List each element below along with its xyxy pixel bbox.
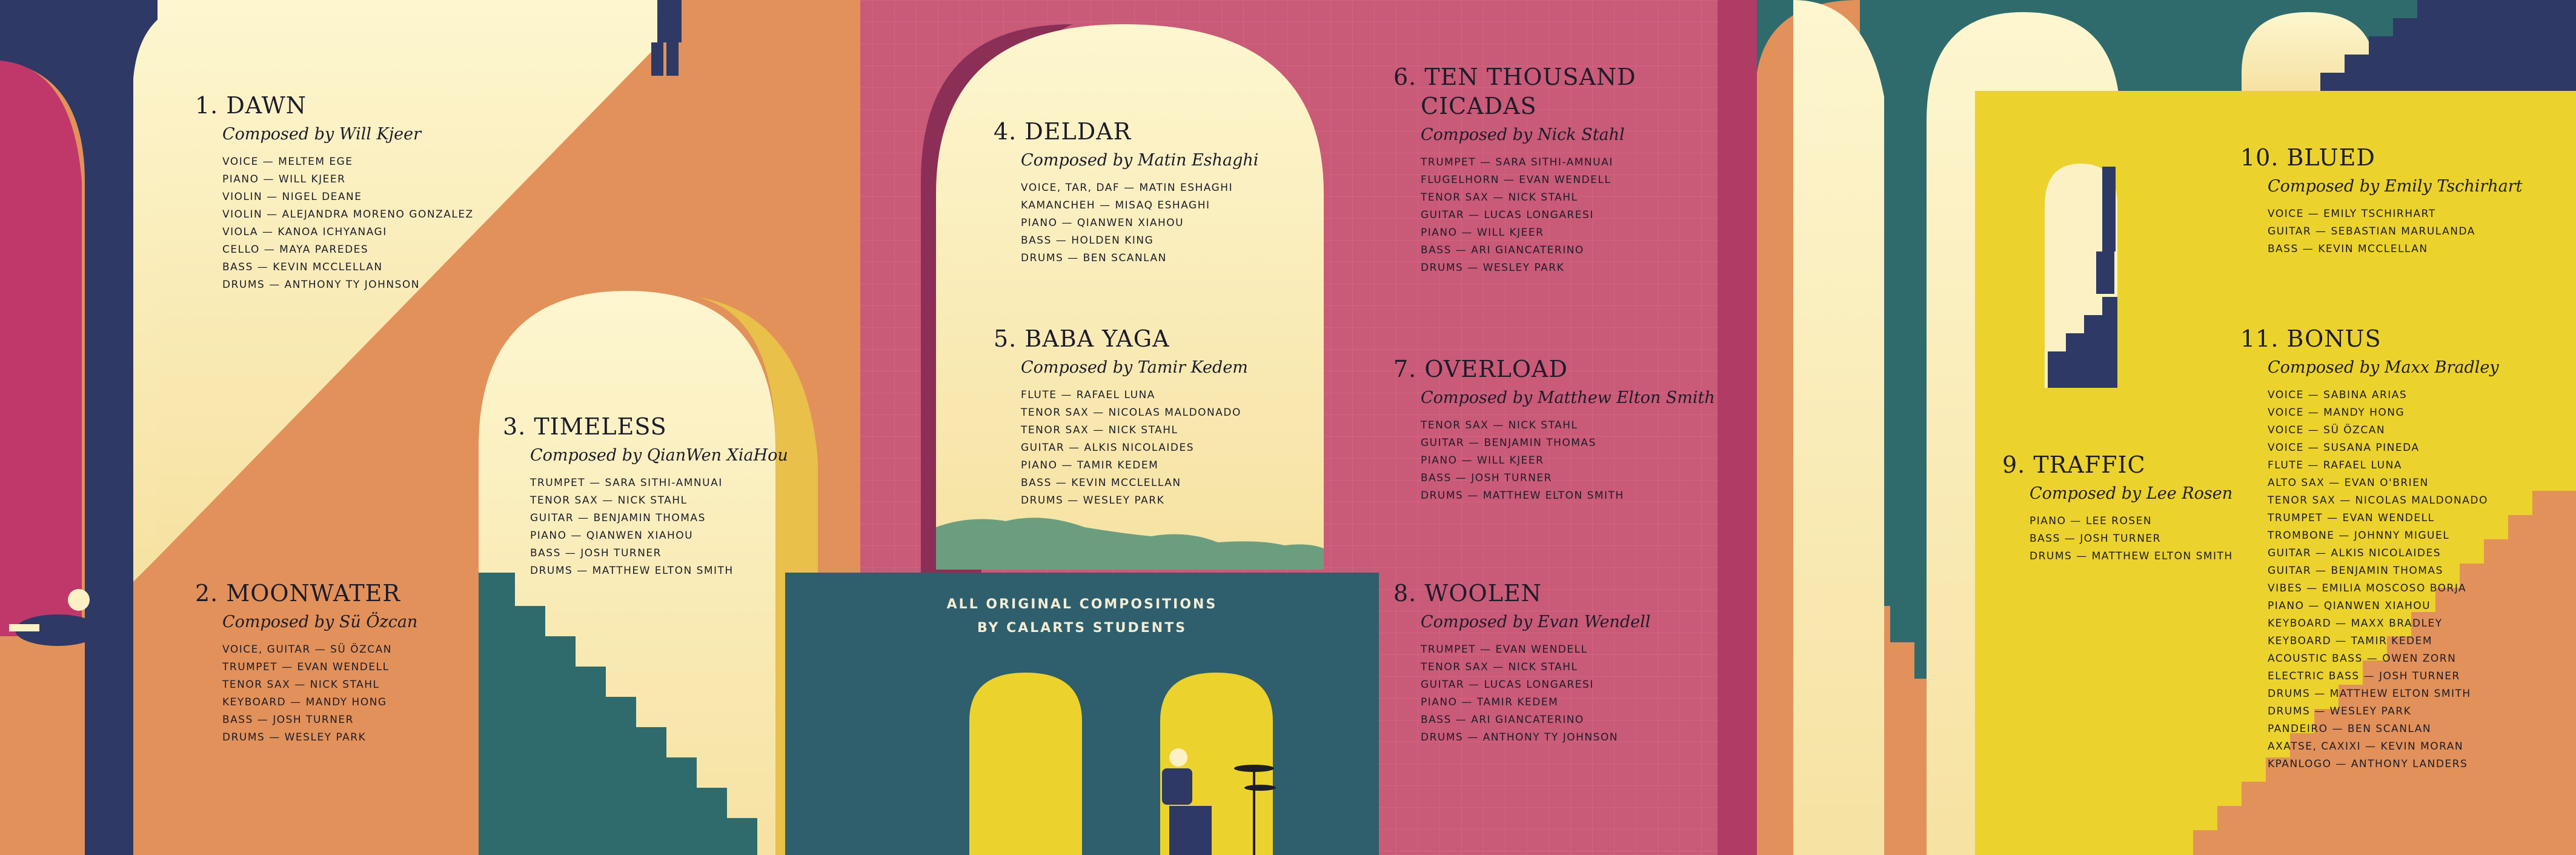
credit-name: TAMIR KEDEM <box>2351 635 2433 647</box>
track-title: 1. DAWN <box>195 92 307 119</box>
credit-item: DRUMS — MATTHEW ELTON SMITH <box>2030 550 2233 562</box>
credit-item: GUITAR — BENJAMIN THOMAS <box>530 512 706 524</box>
credit-role: PIANO <box>1421 227 1458 239</box>
credit-role: TENOR SAX <box>222 679 291 691</box>
credit-role: DRUMS <box>1421 731 1464 744</box>
credit-name: BENJAMIN THOMAS <box>1484 437 1596 449</box>
credit-item: KEYBOARD — TAMIR KEDEM <box>2268 635 2433 647</box>
credit-name: MANDY HONG <box>305 696 387 708</box>
credit-name: ANTHONY TY JOHNSON <box>284 279 420 291</box>
credit-role: ACOUSTIC BASS <box>2268 653 2363 665</box>
credit-role: DRUMS <box>1021 494 1064 507</box>
credit-name: KEVIN MCCLELLAN <box>2318 243 2428 255</box>
credit-role: ALTO SAX <box>2268 477 2325 489</box>
credit-name: JOSH TURNER <box>1471 472 1552 484</box>
credit-name: WILL KJEER <box>278 173 346 185</box>
credit-item: DRUMS — WESLEY PARK <box>222 731 367 744</box>
track-title: 3. TIMELESS <box>503 413 667 440</box>
credit-name: NICOLAS MALDONADO <box>2355 494 2488 507</box>
credit-item: TRUMPET — EVAN WENDELL <box>2268 512 2435 524</box>
credit-role: DRUMS <box>1021 252 1064 264</box>
credit-name: MATIN ESHAGHI <box>1139 182 1233 194</box>
credit-item: FLUTE — RAFAEL LUNA <box>1021 389 1155 401</box>
credit-role: GUITAR <box>1421 437 1465 449</box>
credit-role: BASS <box>222 714 253 726</box>
credit-name: RAFAEL LUNA <box>1076 389 1155 401</box>
credit-role: TENOR SAX <box>1421 191 1489 204</box>
track-5 <box>994 324 1248 510</box>
track-title: 4. DELDAR <box>994 118 1132 145</box>
credit-role: GUITAR <box>2268 547 2312 559</box>
credit-role: VOICE <box>2268 407 2304 419</box>
credit-list <box>1021 179 1258 267</box>
credit-role: GUITAR <box>530 512 574 524</box>
credit-role: TENOR SAX <box>1021 407 1089 419</box>
credit-role: TRUMPET <box>1421 644 1476 656</box>
credit-role: BASS <box>222 261 253 273</box>
credit-name: MATTHEW ELTON SMITH <box>1482 490 1624 502</box>
credit-name: MATTHEW ELTON SMITH <box>2329 688 2471 700</box>
credit-item: TENOR SAX — NICOLAS MALDONADO <box>1021 407 1241 419</box>
track-11 <box>2240 324 2499 773</box>
credit-item: ELECTRIC BASS — JOSH TURNER <box>2268 670 2460 682</box>
credit-name: SARA SITHI-AMNUAI <box>605 477 723 489</box>
credit-item: FLUGELHORN — EVAN WENDELL <box>1421 174 1612 186</box>
credit-name: NICK STAHL <box>1108 424 1178 436</box>
credit-item: BASS — ARI GIANCATERINO <box>1421 244 1584 256</box>
credit-item: GUITAR — BENJAMIN THOMAS <box>2268 565 2443 577</box>
credit-role: BASS <box>530 547 561 559</box>
credit-role: VIOLIN <box>222 208 263 221</box>
credit-role: PIANO <box>1021 459 1058 471</box>
credit-role: DRUMS <box>2268 705 2311 717</box>
credit-name: JOSH TURNER <box>273 714 354 726</box>
credit-name: ANTHONY TY JOHNSON <box>1482 731 1618 744</box>
credit-item: PIANO — QIANWEN XIAHOU <box>530 530 694 542</box>
banner-line-1: ALL ORIGINAL COMPOSITIONS <box>946 597 1218 612</box>
credit-item: DRUMS — MATTHEW ELTON SMITH <box>2268 688 2471 700</box>
credit-name: SEBASTIAN MARULANDA <box>2331 225 2475 238</box>
credit-role: VOICE <box>2268 208 2304 220</box>
credit-list <box>530 474 788 580</box>
credit-name: KEVIN MCCLELLAN <box>1071 477 1181 489</box>
credit-name: WESLEY PARK <box>2329 705 2412 717</box>
credit-role: KEYBOARD <box>2268 617 2332 630</box>
track-composer: Composed by Lee Rosen <box>2030 484 2233 503</box>
track-composer: Composed by Evan Wendell <box>1421 613 1651 631</box>
credit-name: JOSH TURNER <box>2379 670 2460 682</box>
credit-role: VIOLA <box>222 226 259 238</box>
credit-name: TAMIR KEDEM <box>1476 696 1559 708</box>
credit-role: KEYBOARD <box>222 696 287 708</box>
credit-name: SARA SITHI-AMNUAI <box>1495 156 1613 168</box>
credit-name: QIANWEN XIAHOU <box>2323 600 2431 612</box>
credit-item: PIANO — WILL KJEER <box>1421 454 1544 467</box>
credit-item: ACOUSTIC BASS — OWEN ZORN <box>2268 653 2457 665</box>
credit-item: TENOR SAX — NICK STAHL <box>530 494 688 507</box>
track-composer: Composed by Nick Stahl <box>1421 125 1625 144</box>
credit-role: PIANO <box>1421 454 1458 467</box>
credit-role: DRUMS <box>222 731 265 744</box>
credit-name: OWEN ZORN <box>2382 653 2457 665</box>
credit-role: CELLO <box>222 244 260 256</box>
credit-item: VIBES — EMILIA MOSCOSO BORJA <box>2268 582 2467 594</box>
credit-role: TRUMPET <box>1421 156 1476 168</box>
credit-item: DRUMS — WESLEY PARK <box>1021 494 1165 507</box>
credit-name: EVAN WENDELL <box>297 661 390 673</box>
credit-role: GUITAR <box>1021 442 1065 454</box>
credit-name: KEVIN MCCLELLAN <box>273 261 383 273</box>
credit-item: DRUMS — ANTHONY TY JOHNSON <box>222 279 420 291</box>
credit-role: GUITAR <box>1421 209 1465 221</box>
credit-item: BASS — JOSH TURNER <box>1421 472 1552 484</box>
track-title: 2. MOONWATER <box>195 580 401 607</box>
credit-role: TENOR SAX <box>1421 661 1489 673</box>
credit-role: BASS <box>1021 235 1052 247</box>
track-composer: Composed by Sü Özcan <box>222 613 418 631</box>
credit-role: BASS <box>2268 243 2299 255</box>
credit-role: KAMANCHEH <box>1021 199 1096 211</box>
credit-name: WILL KJEER <box>1476 454 1544 467</box>
credit-role: ELECTRIC BASS <box>2268 670 2360 682</box>
credit-role: PIANO <box>222 173 259 185</box>
credit-role: PIANO <box>2030 515 2066 527</box>
credit-name: BENJAMIN THOMAS <box>593 512 706 524</box>
credit-name: MATTHEW ELTON SMITH <box>2091 550 2233 562</box>
track-composer: Composed by Maxx Bradley <box>2268 358 2499 377</box>
credit-item: TENOR SAX — NICK STAHL <box>1421 191 1578 204</box>
track-title: 10. BLUED <box>2240 144 2375 171</box>
credit-name: EVAN WENDELL <box>2342 512 2435 524</box>
track-composer: Composed by QianWen XiaHou <box>530 446 788 465</box>
track-9 <box>2002 450 2233 565</box>
credit-item: DRUMS — MATTHEW ELTON SMITH <box>1421 490 1624 502</box>
credit-item: TRUMPET — SARA SITHI-AMNUAI <box>1421 156 1613 168</box>
credit-item: PANDEIRO — BEN SCANLAN <box>2268 723 2432 735</box>
credit-name: NICK STAHL <box>1508 419 1578 431</box>
credit-item: DRUMS — WESLEY PARK <box>2268 705 2412 717</box>
credit-name: EMILY TSCHIRHART <box>2323 208 2436 220</box>
credit-item: BASS — HOLDEN KING <box>1021 235 1154 247</box>
banner-line-2: BY CALARTS STUDENTS <box>977 620 1187 636</box>
credit-item: BASS — JOSH TURNER <box>530 547 662 559</box>
track-7 <box>1393 354 1715 505</box>
credit-role: PIANO <box>2268 600 2305 612</box>
credit-list <box>1421 417 1715 505</box>
track-composer: Composed by Matthew Elton Smith <box>1421 388 1715 407</box>
credit-item: BASS — JOSH TURNER <box>2030 533 2161 545</box>
credit-list <box>222 641 417 747</box>
credit-role: TENOR SAX <box>2268 494 2336 507</box>
credit-name: KANOA ICHYANAGI <box>277 226 387 238</box>
credit-name: HOLDEN KING <box>1071 235 1154 247</box>
credit-item: VOICE, GUITAR — SÜ ÖZCAN <box>222 644 392 656</box>
credit-name: LUCAS LONGARESI <box>1484 679 1594 691</box>
credit-item: TENOR SAX — NICK STAHL <box>1421 419 1578 431</box>
credit-role: VOICE, GUITAR <box>222 644 311 656</box>
credit-role: TENOR SAX <box>1021 424 1089 436</box>
credit-role: TRUMPET <box>530 477 586 489</box>
credit-name: MELTEM EGE <box>278 156 353 168</box>
track-composer: Composed by Will Kjeer <box>222 125 422 144</box>
credit-item: TRUMPET — SARA SITHI-AMNUAI <box>530 477 723 489</box>
credit-role: PIANO <box>1021 217 1058 229</box>
credit-item: VOICE — SÜ ÖZCAN <box>2268 424 2386 436</box>
credit-name: BENJAMIN THOMAS <box>2331 565 2443 577</box>
credit-name: BEN SCANLAN <box>1083 252 1167 264</box>
credit-role: VIOLIN <box>222 191 263 203</box>
credit-item: VOICE — SABINA ARIAS <box>2268 389 2408 401</box>
credit-name: MAYA PAREDES <box>279 244 369 256</box>
credit-name: NICK STAHL <box>310 679 380 691</box>
credit-role: DRUMS <box>1421 262 1464 274</box>
credit-name: EVAN WENDELL <box>1519 174 1612 186</box>
credit-item: BASS — ARI GIANCATERINO <box>1421 714 1584 726</box>
credit-name: NICK STAHL <box>617 494 688 507</box>
credit-item: TROMBONE — JOHNNY MIGUEL <box>2268 530 2450 542</box>
credit-item: GUITAR — ALKIS NICOLAIDES <box>2268 547 2442 559</box>
credit-role: PIANO <box>530 530 567 542</box>
credit-name: JOSH TURNER <box>580 547 662 559</box>
track-1 <box>195 91 474 294</box>
credit-role: VOICE, TAR, DAF <box>1021 182 1120 194</box>
credit-name: ANTHONY LANDERS <box>2351 758 2468 770</box>
credit-name: SUSANA PINEDA <box>2323 442 2420 454</box>
credit-item: GUITAR — ALKIS NICOLAIDES <box>1021 442 1195 454</box>
credit-item: PIANO — WILL KJEER <box>222 173 346 185</box>
credit-item: GUITAR — LUCAS LONGARESI <box>1421 679 1594 691</box>
credit-name: EVAN WENDELL <box>1495 644 1588 656</box>
credit-item: DRUMS — BEN SCANLAN <box>1021 252 1167 264</box>
credit-name: NICK STAHL <box>1508 661 1578 673</box>
credit-item: PIANO — TAMIR KEDEM <box>1421 696 1559 708</box>
credit-item: TENOR SAX — NICOLAS MALDONADO <box>2268 494 2488 507</box>
credit-item: PIANO — QIANWEN XIAHOU <box>1021 217 1184 229</box>
credit-item: CELLO — MAYA PAREDES <box>222 244 369 256</box>
credit-name: SABINA ARIAS <box>2323 389 2408 401</box>
credit-role: FLUTE <box>2268 459 2304 471</box>
credit-role: PIANO <box>1421 696 1458 708</box>
credit-item: VIOLIN — ALEJANDRA MORENO GONZALEZ <box>222 208 474 221</box>
credit-role: BASS <box>1421 244 1452 256</box>
credit-item: VIOLA — KANOA ICHYANAGI <box>222 226 387 238</box>
credit-name: EVAN O'BRIEN <box>2344 477 2429 489</box>
credit-name: KEVIN MORAN <box>2380 740 2464 753</box>
credit-role: BASS <box>1021 477 1052 489</box>
credit-role: GUITAR <box>1421 679 1465 691</box>
track-10 <box>2240 143 2523 258</box>
credit-name: RAFAEL LUNA <box>2323 459 2402 471</box>
credit-item: ALTO SAX — EVAN O'BRIEN <box>2268 477 2429 489</box>
credit-item: KEYBOARD — MANDY HONG <box>222 696 387 708</box>
credit-role: PANDEIRO <box>2268 723 2328 735</box>
credit-role: TRUMPET <box>222 661 278 673</box>
credit-item: BASS — JOSH TURNER <box>222 714 354 726</box>
credit-item: KAMANCHEH — MISAQ ESHAGHI <box>1021 199 1210 211</box>
credit-name: SÜ ÖZCAN <box>330 644 392 656</box>
credit-role: VOICE <box>222 156 259 168</box>
credit-role: TENOR SAX <box>1421 419 1489 431</box>
credit-name: MISAQ ESHAGHI <box>1115 199 1210 211</box>
credit-name: WESLEY PARK <box>1083 494 1165 507</box>
credit-role: VOICE <box>2268 389 2304 401</box>
credit-role: AXATSE, CAXIXI <box>2268 740 2362 753</box>
credit-role: TROMBONE <box>2268 530 2335 542</box>
credit-role: KEYBOARD <box>2268 635 2332 647</box>
credit-role: FLUGELHORN <box>1421 174 1499 186</box>
credit-item: GUITAR — SEBASTIAN MARULANDA <box>2268 225 2475 238</box>
track-composer: Composed by Tamir Kedem <box>1021 358 1248 377</box>
track-title: 8. WOOLEN <box>1393 580 1542 607</box>
credit-item: GUITAR — LUCAS LONGARESI <box>1421 209 1594 221</box>
credit-name: MAXX BRADLEY <box>2351 617 2443 630</box>
credit-name: QIANWEN XIAHOU <box>586 530 694 542</box>
credit-role: TENOR SAX <box>530 494 599 507</box>
credit-name: WESLEY PARK <box>284 731 367 744</box>
credit-item: VOICE — MELTEM EGE <box>222 156 353 168</box>
credit-name: ARI GIANCATERINO <box>1471 714 1584 726</box>
credit-name: MANDY HONG <box>2323 407 2405 419</box>
credit-item: VOICE — MANDY HONG <box>2268 407 2405 419</box>
credit-item: DRUMS — MATTHEW ELTON SMITH <box>530 565 734 577</box>
track-composer: Composed by Emily Tschirhart <box>2268 177 2523 196</box>
credit-role: DRUMS <box>222 279 265 291</box>
credit-list <box>2268 205 2523 258</box>
track-composer: Composed by Matin Eshaghi <box>1021 151 1259 170</box>
track-title: 9. TRAFFIC <box>2002 451 2146 478</box>
track-6 <box>1393 62 1636 277</box>
credit-item: VIOLIN — NIGEL DEANE <box>222 191 362 203</box>
credit-role: GUITAR <box>2268 225 2312 238</box>
credit-item: PIANO — QIANWEN XIAHOU <box>2268 600 2431 612</box>
credit-name: WILL KJEER <box>1476 227 1544 239</box>
track-title-line2: CICADAS <box>1421 93 1537 119</box>
credit-name: SÜ ÖZCAN <box>2323 424 2386 436</box>
credit-name: ALEJANDRA MORENO GONZALEZ <box>282 208 474 221</box>
credit-name: NIGEL DEANE <box>282 191 362 203</box>
track-title: 5. BABA YAGA <box>994 325 1170 352</box>
credit-item: KPANLOGO — ANTHONY LANDERS <box>2268 758 2468 770</box>
credit-name: NICOLAS MALDONADO <box>1108 407 1241 419</box>
track-title: 11. BONUS <box>2240 325 2382 352</box>
credit-item: TRUMPET — EVAN WENDELL <box>1421 644 1588 656</box>
credit-list <box>222 153 474 294</box>
credit-name: JOHNNY MIGUEL <box>2354 530 2450 542</box>
credit-name: ARI GIANCATERINO <box>1471 244 1584 256</box>
credit-name: LUCAS LONGARESI <box>1484 209 1594 221</box>
track-3 <box>503 412 788 580</box>
credit-name: QIANWEN XIAHOU <box>1077 217 1184 229</box>
track-title: 7. OVERLOAD <box>1393 356 1568 382</box>
credit-list <box>2030 513 2233 565</box>
credit-list <box>2268 387 2499 773</box>
credit-role: BASS <box>1421 714 1452 726</box>
credit-name: ALKIS NICOLAIDES <box>2331 547 2442 559</box>
credit-name: BEN SCANLAN <box>2347 723 2432 735</box>
track-title: 6. TEN THOUSAND <box>1393 64 1636 90</box>
credit-item: TENOR SAX — NICK STAHL <box>222 679 380 691</box>
track-8 <box>1393 579 1650 747</box>
credit-role: DRUMS <box>2268 688 2311 700</box>
credit-item: VOICE, TAR, DAF — MATIN ESHAGHI <box>1021 182 1233 194</box>
credit-name: NICK STAHL <box>1508 191 1578 204</box>
credit-item: DRUMS — WESLEY PARK <box>1421 262 1565 274</box>
credit-role: BASS <box>1421 472 1452 484</box>
credit-role: FLUTE <box>1021 389 1057 401</box>
credit-item: KEYBOARD — MAXX BRADLEY <box>2268 617 2443 630</box>
credit-item: FLUTE — RAFAEL LUNA <box>2268 459 2402 471</box>
credit-item: TRUMPET — EVAN WENDELL <box>222 661 390 673</box>
credit-role: TRUMPET <box>2268 512 2323 524</box>
credit-list <box>1021 387 1248 510</box>
credit-role: VOICE <box>2268 442 2304 454</box>
credit-list <box>1421 154 1636 277</box>
credit-name: LEE ROSEN <box>2085 515 2153 527</box>
credit-item: DRUMS — ANTHONY TY JOHNSON <box>1421 731 1618 744</box>
track-2 <box>195 579 417 747</box>
credit-item: VOICE — EMILY TSCHIRHART <box>2268 208 2436 220</box>
credit-role: VIBES <box>2268 582 2303 594</box>
credit-item: GUITAR — BENJAMIN THOMAS <box>1421 437 1596 449</box>
credit-name: WESLEY PARK <box>1482 262 1565 274</box>
credit-name: ALKIS NICOLAIDES <box>1084 442 1195 454</box>
credit-role: DRUMS <box>530 565 573 577</box>
credit-name: EMILIA MOSCOSO BORJA <box>2322 582 2467 594</box>
credit-role: DRUMS <box>2030 550 2073 562</box>
credit-name: MATTHEW ELTON SMITH <box>592 565 734 577</box>
track-4 <box>994 117 1258 267</box>
credit-list <box>1421 641 1650 747</box>
credit-role: VOICE <box>2268 424 2304 436</box>
credit-item: PIANO — TAMIR KEDEM <box>1021 459 1159 471</box>
credit-item: VOICE — SUSANA PINEDA <box>2268 442 2420 454</box>
credit-item: BASS — KEVIN MCCLELLAN <box>2268 243 2428 255</box>
credit-item: BASS — KEVIN MCCLELLAN <box>1021 477 1181 489</box>
credit-item: PIANO — LEE ROSEN <box>2030 515 2153 527</box>
credit-item: AXATSE, CAXIXI — KEVIN MORAN <box>2268 740 2464 753</box>
credit-item: PIANO — WILL KJEER <box>1421 227 1544 239</box>
credit-role: GUITAR <box>2268 565 2312 577</box>
credit-role: DRUMS <box>1421 490 1464 502</box>
credit-role: BASS <box>2030 533 2060 545</box>
credit-item: BASS — KEVIN MCCLELLAN <box>222 261 383 273</box>
credit-item: TENOR SAX — NICK STAHL <box>1021 424 1178 436</box>
credit-item: TENOR SAX — NICK STAHL <box>1421 661 1578 673</box>
credit-name: TAMIR KEDEM <box>1077 459 1159 471</box>
credit-role: KPANLOGO <box>2268 758 2332 770</box>
credit-name: JOSH TURNER <box>2080 533 2161 545</box>
